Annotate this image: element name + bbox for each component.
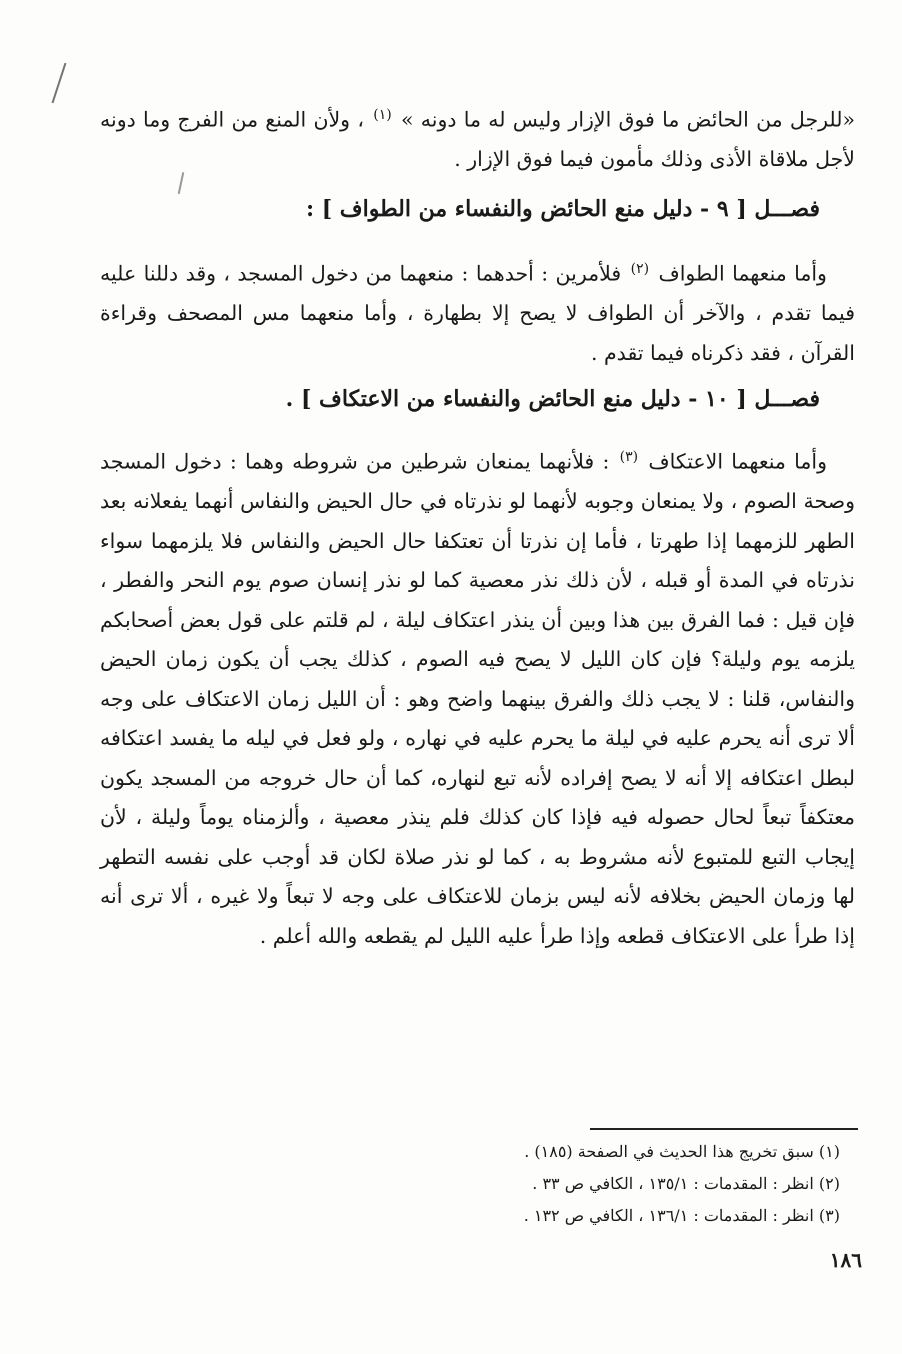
footnotes [380, 1136, 840, 1232]
intro-text-end: ، ولأن المنع من الفرج وما دونه لأجل ملاقاة الأذى وذلك مأمون فيما فوق الإزار . [100, 107, 855, 172]
intro-paragraph [100, 96, 855, 180]
footnote-1: (١) سبق تخريج هذا الحديث في الصفحة (١٨٥) . [524, 1142, 840, 1161]
section-9-text-end: فلأمرين : أحدهما : منعهما من دخول المسجد ، وقد دللنا عليه فيما تقدم ، والآخر أن الطواف لا يصح إلا بطهارة ، وأما منعهما مس المصحف وقراءة القرآن ، فقد ذكرناه فيما تقدم . [100, 261, 855, 365]
section-9-text-start: وأما منعهما الطواف [658, 261, 827, 286]
section-9-heading: فصـــل [ ٩ - دليل منع الحائض والنفساء من الطواف ] : [305, 196, 820, 222]
section-10-heading: فصـــل [ ١٠ - دليل منع الحائض والنفساء من الاعتكاف ] . [285, 386, 820, 412]
footnote-ref-2: (٢) [630, 261, 650, 277]
page-number: ١٨٦ [829, 1248, 862, 1272]
footnote-3: (٣) انظر : المقدمات : ١٣٦/١ ، الكافي ص ١٣٢ . [523, 1206, 840, 1225]
footnote-ref-3: (٣) [619, 449, 639, 465]
footnote-divider [590, 1128, 858, 1130]
footnote-2: (٢) انظر : المقدمات : ١٣٥/١ ، الكافي ص ٣٣ . [532, 1174, 840, 1193]
section-9-paragraph [100, 250, 855, 373]
section-10-text-start: وأما منعهما الاعتكاف [648, 449, 827, 474]
section-10-paragraph [100, 438, 855, 956]
margin-pen-mark [52, 63, 67, 104]
footnote-ref-1: (١) [373, 107, 392, 123]
intro-text-start: «للرجل من الحائض ما فوق الإزار وليس له ما دونه » [400, 107, 855, 132]
section-10-text-end: : فلأنهما يمنعان شرطين من شروطه وهما : دخول المسجد وصحة الصوم ، ولا يمنعان وجوبه لأنهما لو نذرتاه في حال الحيض والنفاس أنهما يفعلانه بعد الطهر للزمهما إذا طهرتا ، فأما إن نذرتا أن تعتكفا حال الحيض والنفاس فلا يلزمهما سواء نذرتاه في المدة أو قبله ، لأن ذلك نذر معصية كما لو نذر إنسان صوم يوم النحر والفطر ، فإن قيل : فما الفرق بين هذا وبين أن ينذر اعتكاف ليلة ، لم قلتم على قول بعض أصحابكم يلزمه يوم وليلة؟ فإن كان الليل لا يصح فيه الصوم ، كذلك يجب أن يكون زمان الحيض والنفاس، قلنا : لا يجب ذلك والفرق بينهما واضح وهو : أن الليل زمان الاعتكاف على وجه ألا ترى أنه يحرم عليه في ليلة ما يحرم عليه في نهاره ، ولو فعل في ليله ما يفسد اعتكافه لبطل اعتكافه إلا أنه لا يصح إفراده لأنه تبع لنهاره، كما أن حال خروجه من المسجد يكون معتكفاً تبعاً لحال حصوله فيه فإذا كان كذلك فلم ينذر معصية ، وألزمناه يوماً وليلة ، لأن إيجاب التبع للمتبوع لأنه مشروط به ، كما لو نذر صلاة لكان قد أوجب على نفسه التطهر لها وزمان الحيض بخلافه لأنه ليس بزمان للاعتكاف على وجه لا تبعاً ولا غيره ، ألا ترى أنه إذا طرأ على الاعتكاف قطعه وإذا طرأ عليه الليل لم يقطعه والله أعلم . [100, 449, 855, 948]
